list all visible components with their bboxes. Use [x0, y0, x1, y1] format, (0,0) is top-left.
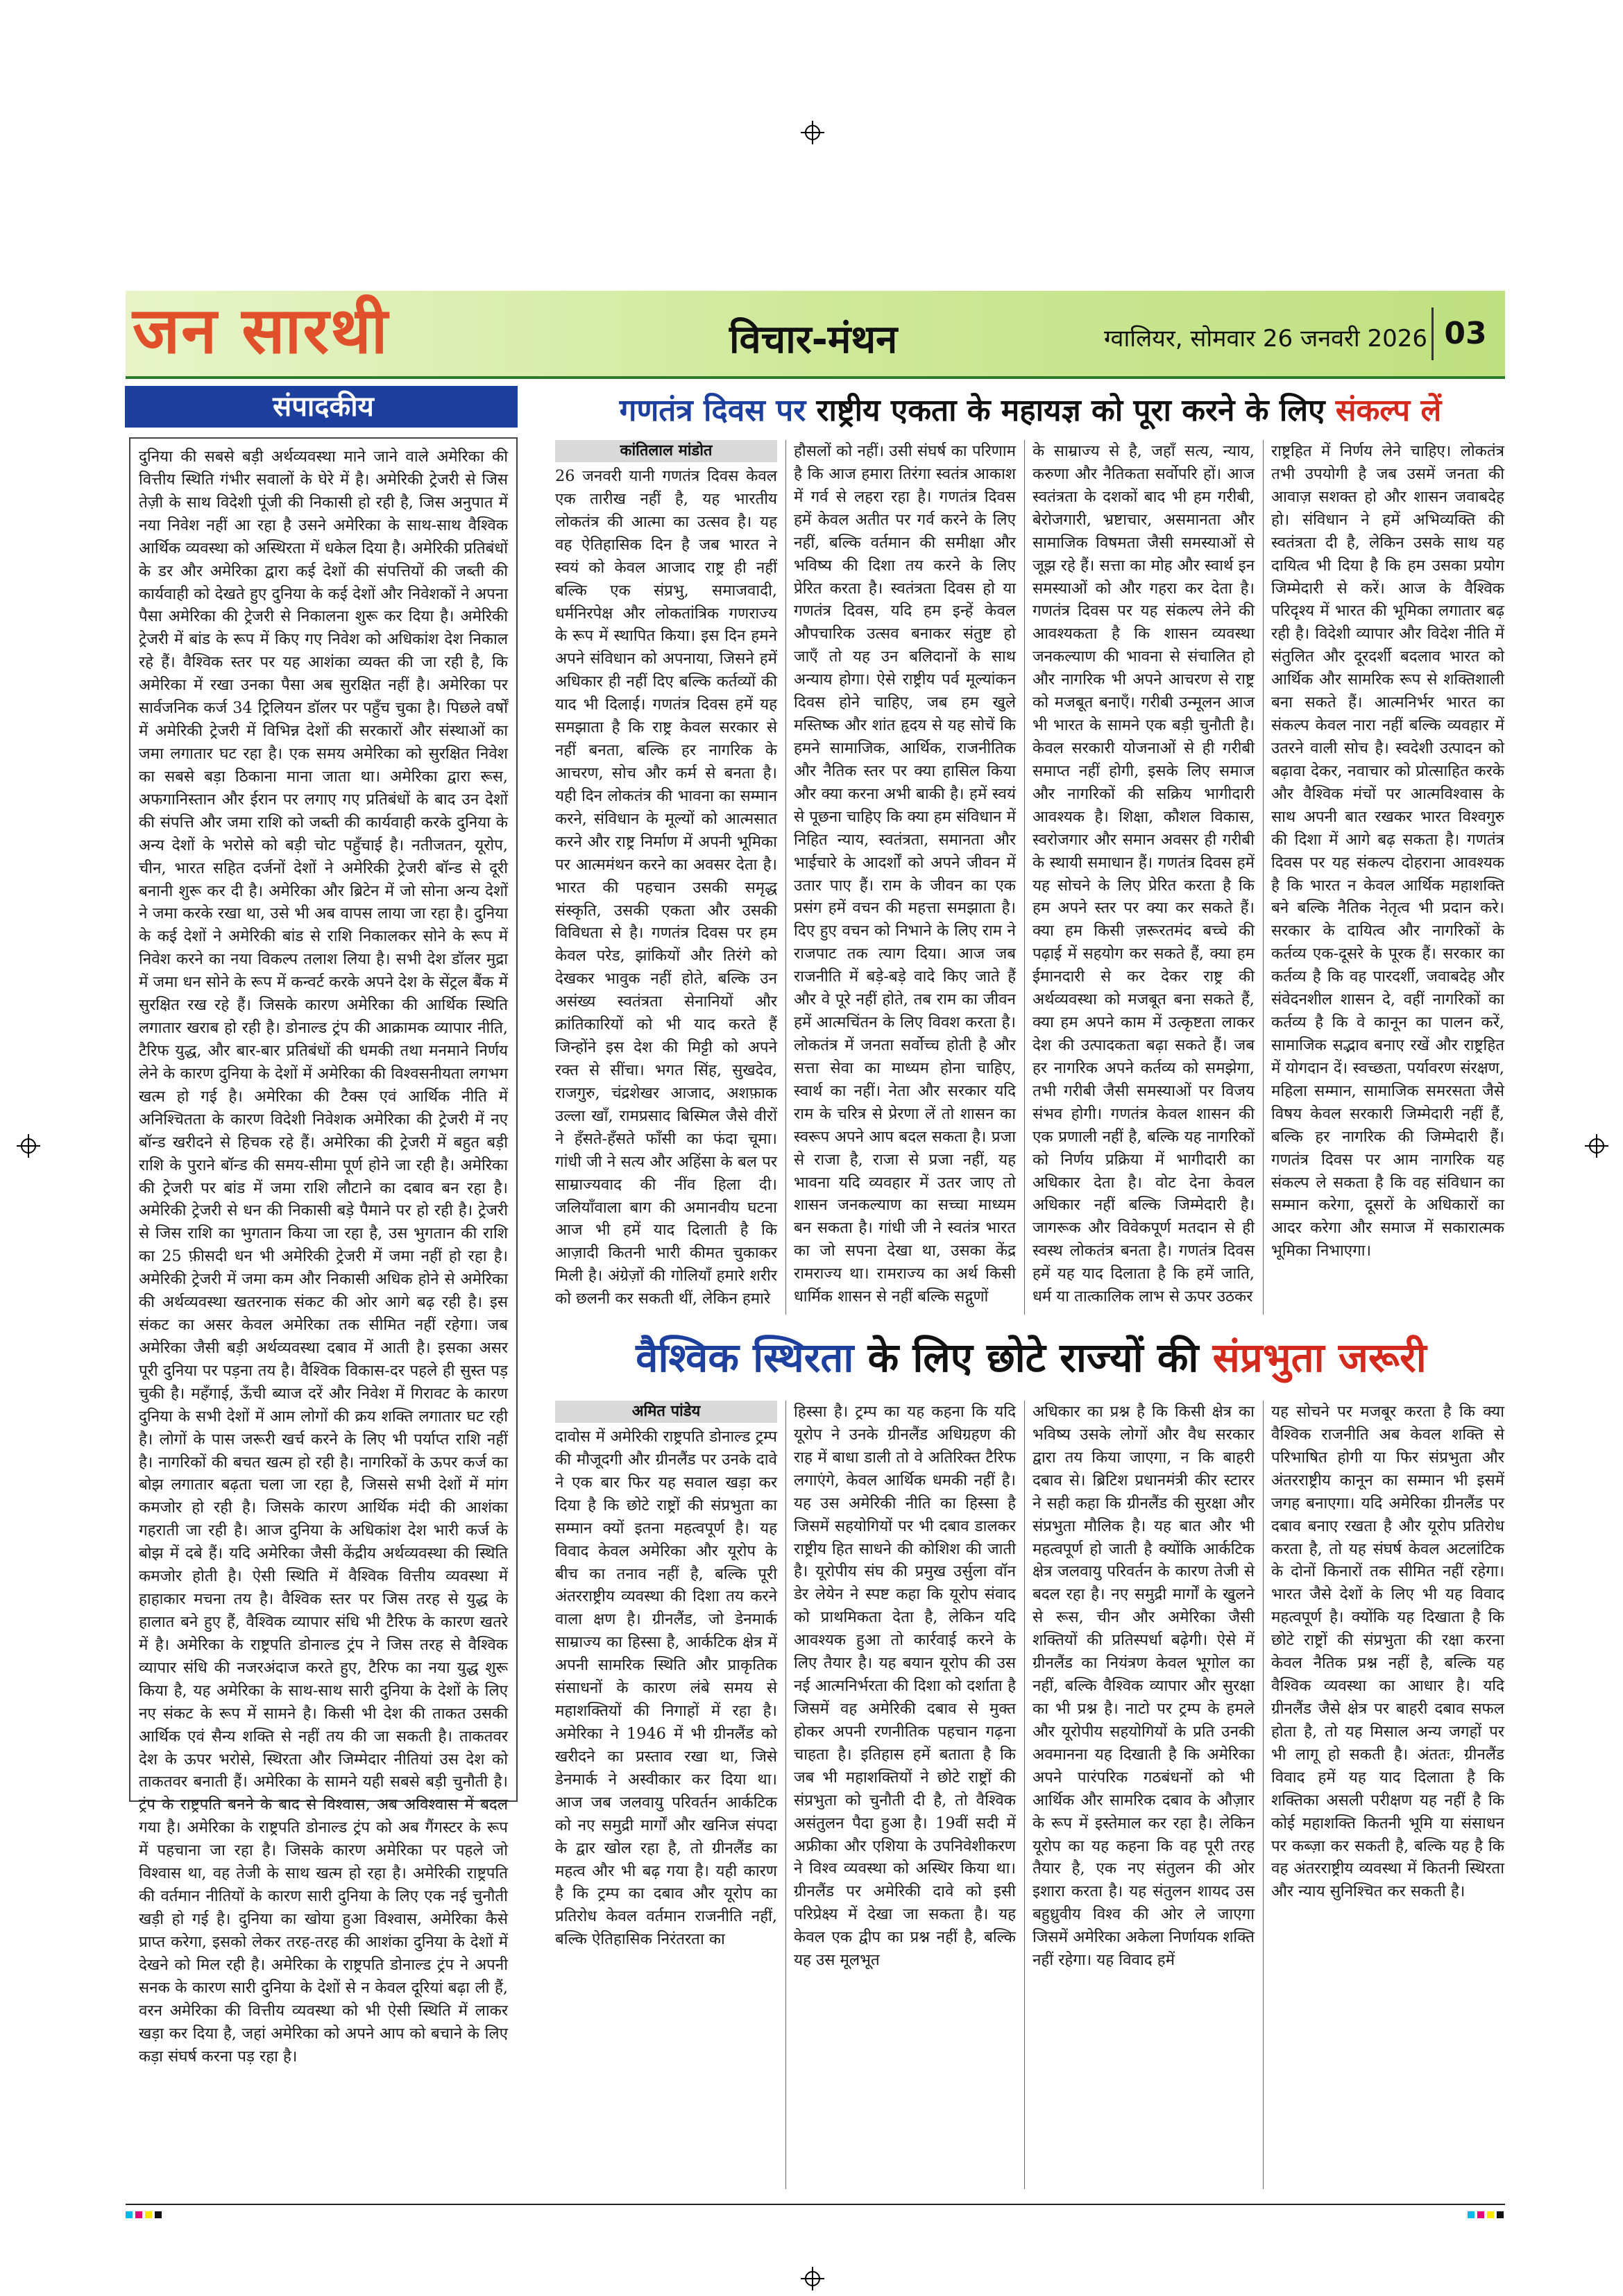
- article1-byline: कांतिलाल मांडोत: [555, 440, 777, 462]
- page-number: 03: [1431, 307, 1497, 360]
- section-title: विचार-मंथन: [729, 317, 898, 362]
- footer-rule: [126, 2204, 1505, 2205]
- registration-mark-left: [21, 1138, 36, 1154]
- column-rule: [1024, 440, 1025, 1315]
- article1-headline-part1: गणतंत्र दिवस पर: [619, 393, 806, 428]
- article2-headline: [554, 1323, 1509, 1392]
- column-rule: [1263, 1401, 1264, 2189]
- article1-column-3: [1033, 440, 1255, 1315]
- article1-column-4: [1271, 440, 1504, 1315]
- article1-headline: [552, 389, 1509, 433]
- article2-column-4-text: यह सोचने पर मजबूर करता है कि क्या वैश्विक राजनीति अब केवल शक्ति से परिभाषित होगी या फिर संप्रभुता और अंतरराष्ट्रीय कानून का सम्मान भी इसमें जगह बनाएगा। यदि अमेरिका ग्रीनलैंड पर दबाव बनाए रखता है और यूरोप प्रतिरोध करता है, तो यह संघर्ष केवल अटलांटिक के दोनों किनारों तक सीमित नहीं रहेगा। भारत जैसे देशों के लिए भी यह विवाद महत्वपूर्ण है। क्योंकि यह दिखाता है कि छोटे राष्ट्रों की संप्रभुता की रक्षा करना केवल नैतिक प्रश्न नहीं है, बल्कि यह वैश्विक व्यवस्था का आधार है। यदि ग्रीनलैंड जैसे क्षेत्र पर बाहरी दबाव सफल होता है, तो यह मिसाल अन्य जगहों पर भी लागू हो सकती है। अंततः, ग्रीनलैंड विवाद हमें यह याद दिलाता है कि शक्तिका असली परीक्षण यह नहीं है कि कोई महाशक्ति कितनी भूमि या संसाधन पर कब्ज़ा कर सकती है, बल्कि यह है कि वह अंतरराष्ट्रीय व्यवस्था में कितनी स्थिरता और न्याय सुनिश्चित कर सकती है।: [1271, 1403, 1504, 1901]
- color-swatch-black: [155, 2211, 162, 2218]
- color-swatch-yellow: [145, 2211, 152, 2218]
- article1-column-1-text: 26 जनवरी यानी गणतंत्र दिवस केवल एक तारीख नहीं है, यह भारतीय लोकतंत्र की आत्मा का उत्सव है। यह वह ऐतिहासिक दिन है जब भारत ने स्वयं को केवल आजाद राष्ट्र ही नहीं बल्कि एक संप्रभु, समाजवादी, धर्मनिरपेक्ष और लोकतांत्रिक गणराज्य के रूप में स्थापित किया। इस दिन हमने अपने संविधान को अपनाया, जिसने हमें अधिकार ही नहीं दिए बल्कि कर्तव्यों की याद भी दिलाई। गणतंत्र दिवस हमें यह समझाता है कि राष्ट्र केवल सरकार से नहीं बनता, बल्कि हर नागरिक के आचरण, सोच और कर्म से बनता है। यही दिन लोकतंत्र की भावना का सम्मान करने, संविधान के मूल्यों को आत्मसात करने और राष्ट्र निर्माण में अपनी भूमिका पर आत्ममंथन करने का अवसर देता है। भारत की पहचान उसकी समृद्ध संस्कृति, उसकी एकता और उसकी विविधता से है। गणतंत्र दिवस पर हम केवल परेड, झांकियों और तिरंगे को देखकर भावुक नहीं होते, बल्कि उन असंख्य स्वतंत्रता सेनानियों और क्रांतिकारियों को भी याद करते हैं जिन्होंने इस देश की मिट्टी को अपने रक्त से सींचा। भगत सिंह, सुखदेव, राजगुरु, चंद्रशेखर आजाद, अशफ़ाक उल्ला खाँ, रामप्रसाद बिस्मिल जैसे वीरों ने हँसते-हँसते फाँसी का फंदा चूमा। गांधी जी ने सत्य और अहिंसा के बल पर साम्राज्यवाद की नींव हिला दी। जलियाँवाला बाग की अमानवीय घटना आज भी हमें याद दिलाती है कि आज़ादी कितनी भारी कीमत चुकाकर मिली है। अंग्रेज़ों की गोलियाँ हमारे शरीर को छलनी कर सकती थीं, लेकिन हमारे: [555, 467, 777, 1308]
- article2-column-3: [1033, 1401, 1255, 2189]
- editorial-label-text: संपादकीय: [273, 391, 374, 423]
- registration-mark-right: [1589, 1138, 1604, 1154]
- brand-logo: जन सारथी: [133, 294, 389, 368]
- column-rule: [1263, 440, 1264, 1315]
- editorial-box: [129, 437, 518, 2066]
- article2-column-4: [1271, 1401, 1504, 2189]
- dateline: ग्वालियर, सोमवार 26 जनवरी 2026: [1104, 325, 1428, 353]
- article2-column-2-text: हिस्सा है। ट्रम्प का यह कहना कि यदि यूरोप ने उनके ग्रीनलैंड अधिग्रहण की राह में बाधा डाली तो वे अतिरिक्त टैरिफ लगाएंगे, केवल आर्थिक धमकी नहीं है। यह उस अमेरिकी नीति का हिस्सा है जिसमें सहयोगियों पर भी दबाव डालकर राष्ट्रीय हित साधने की कोशिश की जाती है। यूरोपीय संघ की प्रमुख उर्सुला वॉन डेर लेयेन ने स्पष्ट कहा कि यूरोप संवाद को प्राथमिकता देता है, लेकिन यदि आवश्यक हुआ तो कार्रवाई करने के लिए तैयार है। यह बयान यूरोप की उस नई आत्मनिर्भरता की दिशा को दर्शाता है जिसमें वह अमेरिकी दबाव से मुक्त होकर अपनी रणनीतिक पहचान गढ़ना चाहता है। इतिहास हमें बताता है कि जब भी महाशक्तियों ने छोटे राष्ट्रों की संप्रभुता को चुनौती दी है, तो वैश्विक असंतुलन पैदा हुआ है। 19वीं सदी में अफ्रीका और एशिया के उपनिवेशीकरण ने विश्व व्यवस्था को अस्थिर किया था। ग्रीनलैंड पर अमेरिकी दावे को इसी परिप्रेक्ष्य में देखा जा सकता है। यह केवल एक द्वीप का प्रश्न नहीं है, बल्कि यह उस मूलभूत: [794, 1403, 1016, 1970]
- article1-column-3-text: के साम्राज्य से है, जहाँ सत्य, न्याय, करुणा और नैतिकता सर्वोपरि हों। आज स्वतंत्रता के दशकों बाद भी हम गरीबी, बेरोजगारी, भ्रष्टाचार, असमानता और सामाजिक विषमता जैसी समस्याओं से जूझ रहे हैं। सत्ता का मोह और स्वार्थ इन समस्याओं को और गहरा कर देता है। गणतंत्र दिवस पर यह संकल्प लेने की आवश्यकता है कि शासन व्यवस्था जनकल्याण की भावना से संचालित हो और नागरिक भी अपने आचरण से राष्ट्र को मजबूत बनाएँ। गरीबी उन्मूलन आज भी भारत के सामने एक बड़ी चुनौती है। केवल सरकारी योजनाओं से ही गरीबी समाप्त नहीं होगी, इसके लिए समाज और नागरिकों की सक्रिय भागीदारी आवश्यक है। शिक्षा, कौशल विकास, स्वरोजगार और समान अवसर ही गरीबी के स्थायी समाधान हैं। गणतंत्र दिवस हमें यह सोचने के लिए प्रेरित करता है कि हम अपने स्तर पर क्या कर सकते हैं। क्या हम किसी ज़रूरतमंद बच्चे की पढ़ाई में सहयोग कर सकते हैं, क्या हम ईमानदारी से कर देकर राष्ट्र की अर्थव्यवस्था को मजबूत बना सकते हैं, क्या हम अपने काम में उत्कृष्टता लाकर देश की उत्पादकता बढ़ा सकते हैं। जब हर नागरिक अपने कर्तव्य को समझेगा, तभी गरीबी जैसी समस्याओं पर विजय संभव होगी। गणतंत्र केवल शासन की एक प्रणाली नहीं है, बल्कि यह नागरिकों को निर्णय प्रक्रिया में भागीदारी का अधिकार देता है। वोट देना केवल अधिकार नहीं बल्कि जिम्मेदारी है। जागरूक और विवेकपूर्ण मतदान से ही स्वस्थ लोकतंत्र बनता है। गणतंत्र दिवस हमें यह याद दिलाता है कि हमें जाति, धर्म या तात्कालिक लाभ से ऊपर उठकर: [1033, 442, 1255, 1306]
- article1-headline-part3: संकल्प लें: [1335, 393, 1442, 428]
- color-swatch-cyan: [1468, 2211, 1475, 2218]
- color-swatch-magenta: [1477, 2211, 1484, 2218]
- editorial-text: दुनिया की सबसे बड़ी अर्थव्यवस्था माने जाने वाले अमेरिका की वित्तीय स्थिति गंभीर सवालों के घेरे में है। अमेरिकी ट्रेजरी से जिस तेज़ी के साथ विदेशी पूंजी की निकासी हो रही है, जिस अनुपात में नया निवेश नहीं आ रहा है उसने अमेरिका के साथ-साथ वैश्विक आर्थिक व्यवस्था को अस्थिरता में धकेल दिया है। अमेरिकी प्रतिबंधों के डर और अमेरिका द्वारा कई देशों की संपत्तियों की जब्ती की कार्यवाही को देखते हुए दुनिया के कई देशों और निवेशकों ने अपना पैसा अमेरिका की ट्रेजरी से निकालना शुरू कर दिया है। अमेरिकी ट्रेजरी में बांड के रूप में किए गए निवेश को अधिकांश देश निकाल रहे हैं। वैश्विक स्तर पर यह आशंका व्यक्त की जा रही है, कि अमेरिका में रखा उनका पैसा अब सुरक्षित नहीं है। अमेरिका पर सार्वजनिक कर्ज 34 ट्रिलियन डॉलर पर पहुँच चुका है। पिछले वर्षों में अमेरिकी ट्रेजरी में विभिन्न देशों की सरकारों और संस्थाओं का जमा लगातार घट रहा है। एक समय अमेरिका को सुरक्षित निवेश का सबसे बड़ा ठिकाना माना जाता था। अमेरिका द्वारा रूस, अफगानिस्तान और ईरान पर लगाए गए प्रतिबंधों के बाद उन देशों की संपत्ति और जमा राशि को जब्ती की कार्यवाही करके दुनिया के अन्य देशों के भरोसे को बड़ी चोट पहुँचाई है। नतीजतन, यूरोप, चीन, भारत सहित दर्जनों देशों ने अमेरिकी ट्रेजरी बॉन्ड से दूरी बनानी शुरू कर दी है। अमेरिका और ब्रिटेन में जो सोना अन्य देशों ने जमा करके रखा था, उसे भी अब वापस लाया जा रहा है। दुनिया के कई देशों ने अमेरिकी बांड से राशि निकालकर सोने के रूप में निवेश करने का नया विकल्प तलाश लिया है। सभी देश डॉलर मुद्रा में जमा धन सोने के रूप में कन्वर्ट करके अपने देश के सेंट्रल बैंक में सुरक्षित रख रहे हैं। जिसके कारण अमेरिका की आर्थिक स्थिति लगातार खराब हो रही है। डोनाल्ड ट्रंप की आक्रामक व्यापार नीति, टैरिफ युद्ध, और बार-बार प्रतिबंधों की धमकी तथा मनमाने निर्णय लेने के कारण दुनिया के देशों में अमेरिका की विश्वसनीयता लगभग खत्म हो गई है। अमेरिका की टैक्स एवं आर्थिक नीति में अनिश्चितता के कारण विदेशी निवेशक अमेरिका की ट्रेजरी में नए बॉन्ड खरीदने से हिचक रहे हैं। अमेरिका की ट्रेजरी में बहुत बड़ी राशि के पुराने बॉन्ड की समय-सीमा पूर्ण होने जा रही है। अमेरिका की ट्रेजरी पर बांड में जमा राशि लौटाने का दबाव बन रहा है। अमेरिकी ट्रेजरी से धन की निकासी बड़े पैमाने पर हो रही है। ट्रेजरी से जिस राशि का भुगतान किया जा रहा है, उस भुगतान की राशि का 25 फ़ीसदी धन भी अमेरिकी ट्रेजरी में जमा नहीं हो रहा है। अमेरिकी ट्रेजरी में जमा कम और निकासी अधिक होने से अमेरिका की अर्थव्यवस्था खतरनाक संकट की ओर आगे बढ़ रही है। इस संकट का असर केवल अमेरिका तक सीमित नहीं रहेगा। जब अमेरिका जैसी बड़ी अर्थव्यवस्था दबाव में आती है। इसका असर पूरी दुनिया पर पड़ना तय है। वैश्विक विकास-दर पहले ही सुस्त पड़ चुकी है। महँगाई, ऊँची ब्याज दरें और निवेश में गिरावट के कारण दुनिया के सभी देशों में आम लोगों की क्रय शक्ति लगातार घट रही है। लोगों के पास जरूरी खर्च करने के लिए भी पर्याप्त राशि नहीं है। नागरिकों की बचत खत्म हो रही है। नागरिकों के ऊपर कर्ज का बोझ लगातार बढ़ता चला जा रहा है, जिससे सभी देशों में मांग कमजोर हो रही है। जिसके कारण आर्थिक मंदी की आशंका गहराती जा रही है। आज दुनिया के अधिकांश देश भारी कर्ज के बोझ में दबे हैं। यदि अमेरिका जैसी केंद्रीय अर्थव्यवस्था की स्थिति कमजोर होती है। ऐसी स्थिति में वैश्विक वित्तीय व्यवस्था में हाहाकार मचना तय है। वैश्विक स्तर पर जिस तरह से युद्ध के हालात बने हुए हैं, वैश्विक व्यापार संधि भी टैरिफ के कारण खतरे में है। अमेरिका के राष्ट्रपति डोनाल्ड ट्रंप ने जिस तरह से वैश्विक व्यापार संधि की नजरअंदाज करते हुए, टैरिफ का नया युद्ध शुरू किया है, यह अमेरिका के साथ-साथ सारी दुनिया के देशों के लिए नए संकट के रूप में सामने है। किसी भी देश की ताकत उसकी आर्थिक एवं सैन्य शक्ति से नहीं तय की जा सकती है। ताकतवर देश के ऊपर भरोसे, स्थिरता और जिम्मेदार नीतियां उस देश को ताकतवर बनाती हैं। अमेरिका के सामने यही सबसे बड़ी चुनौती है। ट्रंप के राष्ट्रपति बनने के बाद से विश्वास, अब अविश्वास में बदल गया है। अमेरिका के राष्ट्रपति डोनाल्ड ट्रंप को अब गैंगस्टर के रूप में पहचाना जा रहा है। जिसके कारण अमेरिका पर पहले जो विश्वास था, वह तेजी के साथ खत्म हो रहा है। अमेरिकी राष्ट्रपति की वर्तमान नीतियों के कारण सारी दुनिया के लिए एक नई चुनौती खड़ी हो गई है। दुनिया का खोया हुआ विश्वास, अमेरिका कैसे प्राप्त करेगा, इसको लेकर तरह-तरह की आशंका दुनिया के देशों में देखने को मिल रही है। अमेरिका के राष्ट्रपति डोनाल्ड ट्रंप ने अपनी सनक के कारण सारी दुनिया के देशों से न केवल दूरियां बढ़ा ली हैं, वरन अमेरिका की वित्तीय व्यवस्था को भी ऐसी स्थिति में लाकर खड़ा कर दिया है, जहां अमेरिका को अपने आप को बचाने के लिए कड़ा संघर्ष करना पड़ रहा है।: [139, 448, 508, 2066]
- article2-headline-part2: के लिए छोटे राज्यों की: [867, 1334, 1199, 1381]
- article2-column-2: [794, 1401, 1016, 2189]
- column-rule: [785, 1401, 786, 2189]
- article2-headline-part1: वैश्विक स्थिरता: [636, 1334, 854, 1381]
- article1-column-4-text: राष्ट्रहित में निर्णय लेने चाहिए। लोकतंत्र तभी उपयोगी है जब उसमें जनता की आवाज़ सशक्त हो और शासन जवाबदेह हो। संविधान ने हमें अभिव्यक्ति की स्वतंत्रता दी है, लेकिन उसके साथ यह दायित्व भी दिया है कि हम उसका प्रयोग जिम्मेदारी से करें। आज के वैश्विक परिदृश्य में भारत की भूमिका लगातार बढ़ रही है। विदेशी व्यापार और विदेश नीति में संतुलित और दूरदर्शी बदलाव भारत को आर्थिक और सामरिक रूप से शक्तिशाली बना सकते हैं। आत्मनिर्भर भारत का संकल्प केवल नारा नहीं बल्कि व्यवहार में उतरने वाली सोच है। स्वदेशी उत्पादन को बढ़ावा देकर, नवाचार को प्रोत्साहित करके और वैश्विक मंचों पर आत्मविश्वास के साथ अपनी बात रखकर भारत विश्वगुरु की दिशा में आगे बढ़ सकता है। गणतंत्र दिवस पर यह संकल्प दोहराना आवश्यक है कि भारत न केवल आर्थिक महाशक्ति बने बल्कि नैतिक नेतृत्व भी प्रदान करे। सरकार के दायित्व और नागरिकों के कर्तव्य एक-दूसरे के पूरक हैं। सरकार का कर्तव्य है कि वह पारदर्शी, जवाबदेह और संवेदनशील शासन दे, वहीं नागरिकों का कर्तव्य है कि वे कानून का पालन करें, सामाजिक सद्भाव बनाए रखें और राष्ट्रहित में योगदान दें। स्वच्छता, पर्यावरण संरक्षण, महिला सम्मान, सामाजिक समरसता जैसे विषय केवल सरकारी जिम्मेदारी नहीं हैं, बल्कि हर नागरिक की जिम्मेदारी हैं। गणतंत्र दिवस पर आम नागरिक यह संकल्प ले सकता है कि वह संविधान का सम्मान करेगा, दूसरों के अधिकारों का आदर करेगा और समाज में सकारात्मक भूमिका निभाएगा।: [1271, 442, 1504, 1260]
- registration-mark-top-left: [805, 125, 820, 140]
- registration-mark-bottom: [805, 2271, 820, 2286]
- article2-byline: अमित पांडेय: [555, 1401, 777, 1423]
- color-swatch-black: [1497, 2211, 1504, 2218]
- article2-column-3-text: अधिकार का प्रश्न है कि किसी क्षेत्र का भविष्य उसके लोगों और वैध सरकार द्वारा तय किया जाएगा, न कि बाहरी दबाव से। ब्रिटिश प्रधानमंत्री कीर स्टारर ने सही कहा कि ग्रीनलैंड की सुरक्षा और संप्रभुता मौलिक है। यह बात और भी महत्वपूर्ण हो जाती है क्योंकि आर्कटिक क्षेत्र जलवायु परिवर्तन के कारण तेजी से बदल रहा है। नए समुद्री मार्गों के खुलने से रूस, चीन और अमेरिका जैसी शक्तियों की प्रतिस्पर्धा बढ़ेगी। ऐसे में ग्रीनलैंड का नियंत्रण केवल भूगोल का नहीं, बल्कि वैश्विक व्यापार और सुरक्षा का भी प्रश्न है। नाटो पर ट्रम्प के हमले और यूरोपीय सहयोगियों के प्रति उनकी अवमानना यह दिखाती है कि अमेरिका अपने पारंपरिक गठबंधनों को भी आर्थिक और सामरिक दबाव के औज़ार के रूप में इस्तेमाल कर रहा है। लेकिन यूरोप का यह कहना कि वह पूरी तरह तैयार है, एक नए संतुलन की ओर इशारा करता है। यह संतुलन शायद उस बहुध्रुवीय विश्व की ओर ले जाएगा जिसमें अमेरिका अकेला निर्णायक शक्ति नहीं रहेगा। यह विवाद हमें: [1033, 1403, 1255, 1970]
- column-rule: [1024, 1401, 1025, 2189]
- editorial-label: [129, 386, 518, 428]
- article2-column-1-text: दावोस में अमेरिकी राष्ट्रपति डोनाल्ड ट्रम्प की मौजूदगी और ग्रीनलैंड पर उनके दावे ने एक बार फिर यह सवाल खड़ा कर दिया है कि छोटे राष्ट्रों की संप्रभुता का सम्मान क्यों इतना महत्वपूर्ण है। यह विवाद केवल अमेरिका और यूरोप के बीच का तनाव नहीं है, बल्कि पूरी अंतरराष्ट्रीय व्यवस्था की दिशा तय करने वाला क्षण है। ग्रीनलैंड, जो डेनमार्क साम्राज्य का हिस्सा है, आर्कटिक क्षेत्र में अपनी सामरिक स्थिति और प्राकृतिक संसाधनों के कारण लंबे समय से महाशक्तियों की निगाहों में रहा है। अमेरिका ने 1946 में भी ग्रीनलैंड को खरीदने का प्रस्ताव रखा था, जिसे डेनमार्क ने अस्वीकार कर दिया था। आज जब जलवायु परिवर्तन आर्कटिक को नए समुद्री मार्गों और खनिज संपदा के द्वार खोल रहा है, तो ग्रीनलैंड का महत्व और भी बढ़ गया है। यही कारण है कि ट्रम्प का दबाव और यूरोप का प्रतिरोध केवल वर्तमान राजनीति नहीं, बल्कि ऐतिहासिक निरंतरता का: [555, 1428, 777, 1949]
- article1-column-2-text: हौसलों को नहीं। उसी संघर्ष का परिणाम है कि आज हमारा तिरंगा स्वतंत्र आकाश में गर्व से लहरा रहा है। गणतंत्र दिवस हमें केवल अतीत पर गर्व करने के लिए नहीं, बल्कि वर्तमान की समीक्षा और भविष्य की दिशा तय करने के लिए प्रेरित करता है। स्वतंत्रता दिवस हो या गणतंत्र दिवस, यदि हम इन्हें केवल औपचारिक उत्सव बनाकर संतुष्ट हो जाएँ तो यह उन बलिदानों के साथ अन्याय होगा। ऐसे राष्ट्रीय पर्व मूल्यांकन दिवस होने चाहिए, जब हम खुले मस्तिष्क और शांत हृदय से यह सोचें कि हमने सामाजिक, आर्थिक, राजनीतिक और नैतिक स्तर पर क्या हासिल किया और क्या करना अभी बाकी है। हमें स्वयं से पूछना चाहिए कि क्या हम संविधान में निहित न्याय, स्वतंत्रता, समानता और भाईचारे के आदर्शों को अपने जीवन में उतार पाए हैं। राम के जीवन का एक प्रसंग हमें वचन की महत्ता समझाता है। दिए हुए वचन को निभाने के लिए राम ने राजपाट तक त्याग दिया। आज जब राजनीति में बड़े-बड़े वादे किए जाते हैं और वे पूरे नहीं होते, तब राम का जीवन हमें आत्मचिंतन के लिए विवश करता है। लोकतंत्र में जनता सर्वोच्च होती है और सत्ता सेवा का माध्यम होना चाहिए, स्वार्थ का नहीं। नेता और सरकार यदि राम के चरित्र से प्रेरणा लें तो शासन का स्वरूप अपने आप बदल सकता है। प्रजा से राजा है, राजा से प्रजा नहीं, यह भावना यदि व्यवहार में उतर जाए तो शासन जनकल्याण का सच्चा माध्यम बन सकता है। गांधी जी ने स्वतंत्र भारत का जो सपना देखा था, उसका केंद्र रामराज्य था। रामराज्य का अर्थ किसी धार्मिक शासन से नहीं बल्कि सद्गुणों: [794, 442, 1016, 1306]
- column-rule: [785, 440, 786, 1315]
- editorial-label-accent: [125, 386, 129, 428]
- article2-column-1: [555, 1426, 777, 2189]
- color-swatch-cyan: [126, 2211, 133, 2218]
- masthead: [126, 291, 1505, 379]
- article1-headline-part2: राष्ट्रीय एकता के महायज्ञ को पूरा करने के लिए: [816, 393, 1325, 428]
- article1-column-1: [555, 465, 777, 1315]
- article1-column-2: [794, 440, 1016, 1315]
- article2-headline-part3: संप्रभुता जरूरी: [1212, 1334, 1427, 1381]
- color-swatch-magenta: [135, 2211, 142, 2218]
- color-swatch-yellow: [1487, 2211, 1494, 2218]
